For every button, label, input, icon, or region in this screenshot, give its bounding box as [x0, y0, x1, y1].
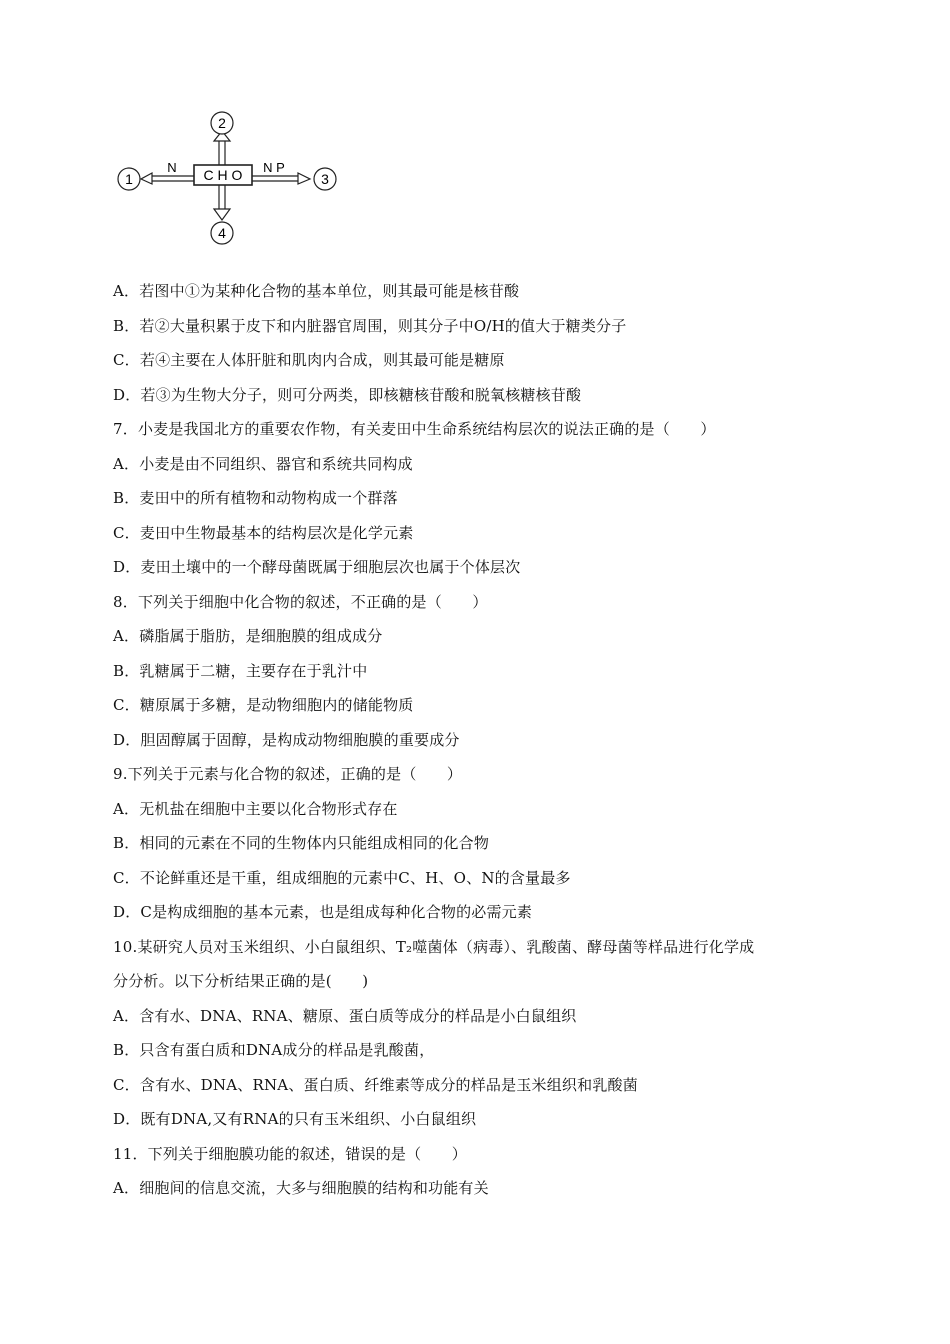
- question-9-stem: 9.下列关于元素与化合物的叙述，正确的是（ ）: [113, 765, 463, 783]
- question-8-stem: 8．下列关于细胞中化合物的叙述，不正确的是（ ）: [113, 592, 488, 611]
- option-line: A．若图中①为某种化合物的基本单位，则其最可能是核苷酸: [113, 282, 520, 300]
- option-line: C．不论鲜重还是干重，组成细胞的元素中C、H、O、N的含量最多: [113, 868, 571, 887]
- option-line: A．小麦是由不同组织、器官和系统共同构成: [113, 454, 413, 473]
- option-line: C．糖原属于多糖，是动物细胞内的储能物质: [113, 696, 414, 714]
- arrow-down-icon: [214, 185, 230, 220]
- node-1-label: 1: [125, 171, 133, 187]
- option-line: A．磷脂属于脂肪，是细胞膜的组成成分: [113, 627, 383, 645]
- question-11-stem: 11．下列关于细胞膜功能的叙述，错误的是（ ）: [113, 1144, 467, 1163]
- option-line: A．无机盐在细胞中主要以化合物形式存在: [113, 799, 398, 818]
- diagram-svg: [112, 110, 352, 250]
- option-line: B．麦田中的所有植物和动物构成一个群落: [113, 489, 398, 507]
- option-line: C．麦田中生物最基本的结构层次是化学元素: [113, 523, 414, 542]
- left-element-label: N: [167, 160, 177, 175]
- option-line: B．乳糖属于二糖，主要存在于乳汁中: [113, 661, 368, 680]
- node-4-label: 4: [218, 225, 226, 241]
- option-line: D．麦田土壤中的一个酵母菌既属于细胞层次也属于个体层次: [113, 558, 521, 576]
- question-10-stem-cont: 分分析。以下分析结果正确的是( ): [113, 972, 369, 990]
- option-line: B．只含有蛋白质和DNA成分的样品是乳酸菌，: [113, 1041, 435, 1059]
- center-label: C H O: [203, 167, 243, 183]
- arrow-up-icon: [214, 131, 230, 165]
- element-compound-diagram: [112, 110, 352, 250]
- option-line: D．C是构成细胞的基本元素，也是组成每种化合物的必需元素: [113, 903, 533, 921]
- option-line: D．既有DNA,又有RNA的只有玉米组织、小白鼠组织: [113, 1110, 477, 1128]
- option-line: B．若②大量积累于皮下和内脏器官周围，则其分子中O/H的值大于糖类分子: [113, 316, 627, 335]
- question-text: [113, 274, 853, 1206]
- option-line: C．含有水、DNA、RNA、蛋白质、纤维素等成分的样品是玉米组织和乳酸菌: [113, 1075, 638, 1094]
- option-line: D．若③为生物大分子，则可分两类，即核糖核苷酸和脱氧核糖核苷酸: [113, 385, 582, 404]
- option-line: A．细胞间的信息交流，大多与细胞膜的结构和功能有关: [113, 1179, 489, 1197]
- question-10-stem: 10.某研究人员对玉米组织、小白鼠组织、T₂噬菌体（病毒）、乳酸菌、酵母菌等样品进行化学成: [113, 937, 755, 956]
- option-line: D．胆固醇属于固醇，是构成动物细胞膜的重要成分: [113, 730, 460, 749]
- node-2-label: 2: [218, 115, 226, 131]
- option-line: C．若④主要在人体肝脏和肌肉内合成，则其最可能是糖原: [113, 351, 505, 369]
- question-7-stem: 7．小麦是我国北方的重要农作物，有关麦田中生命系统结构层次的说法正确的是（ ）: [113, 420, 716, 438]
- option-line: B．相同的元素在不同的生物体内只能组成相同的化合物: [113, 834, 490, 852]
- node-3-label: 3: [321, 171, 329, 187]
- right-element-label: N P: [263, 160, 285, 175]
- option-line: A．含有水、DNA、RNA、糖原、蛋白质等成分的样品是小白鼠组织: [113, 1006, 577, 1025]
